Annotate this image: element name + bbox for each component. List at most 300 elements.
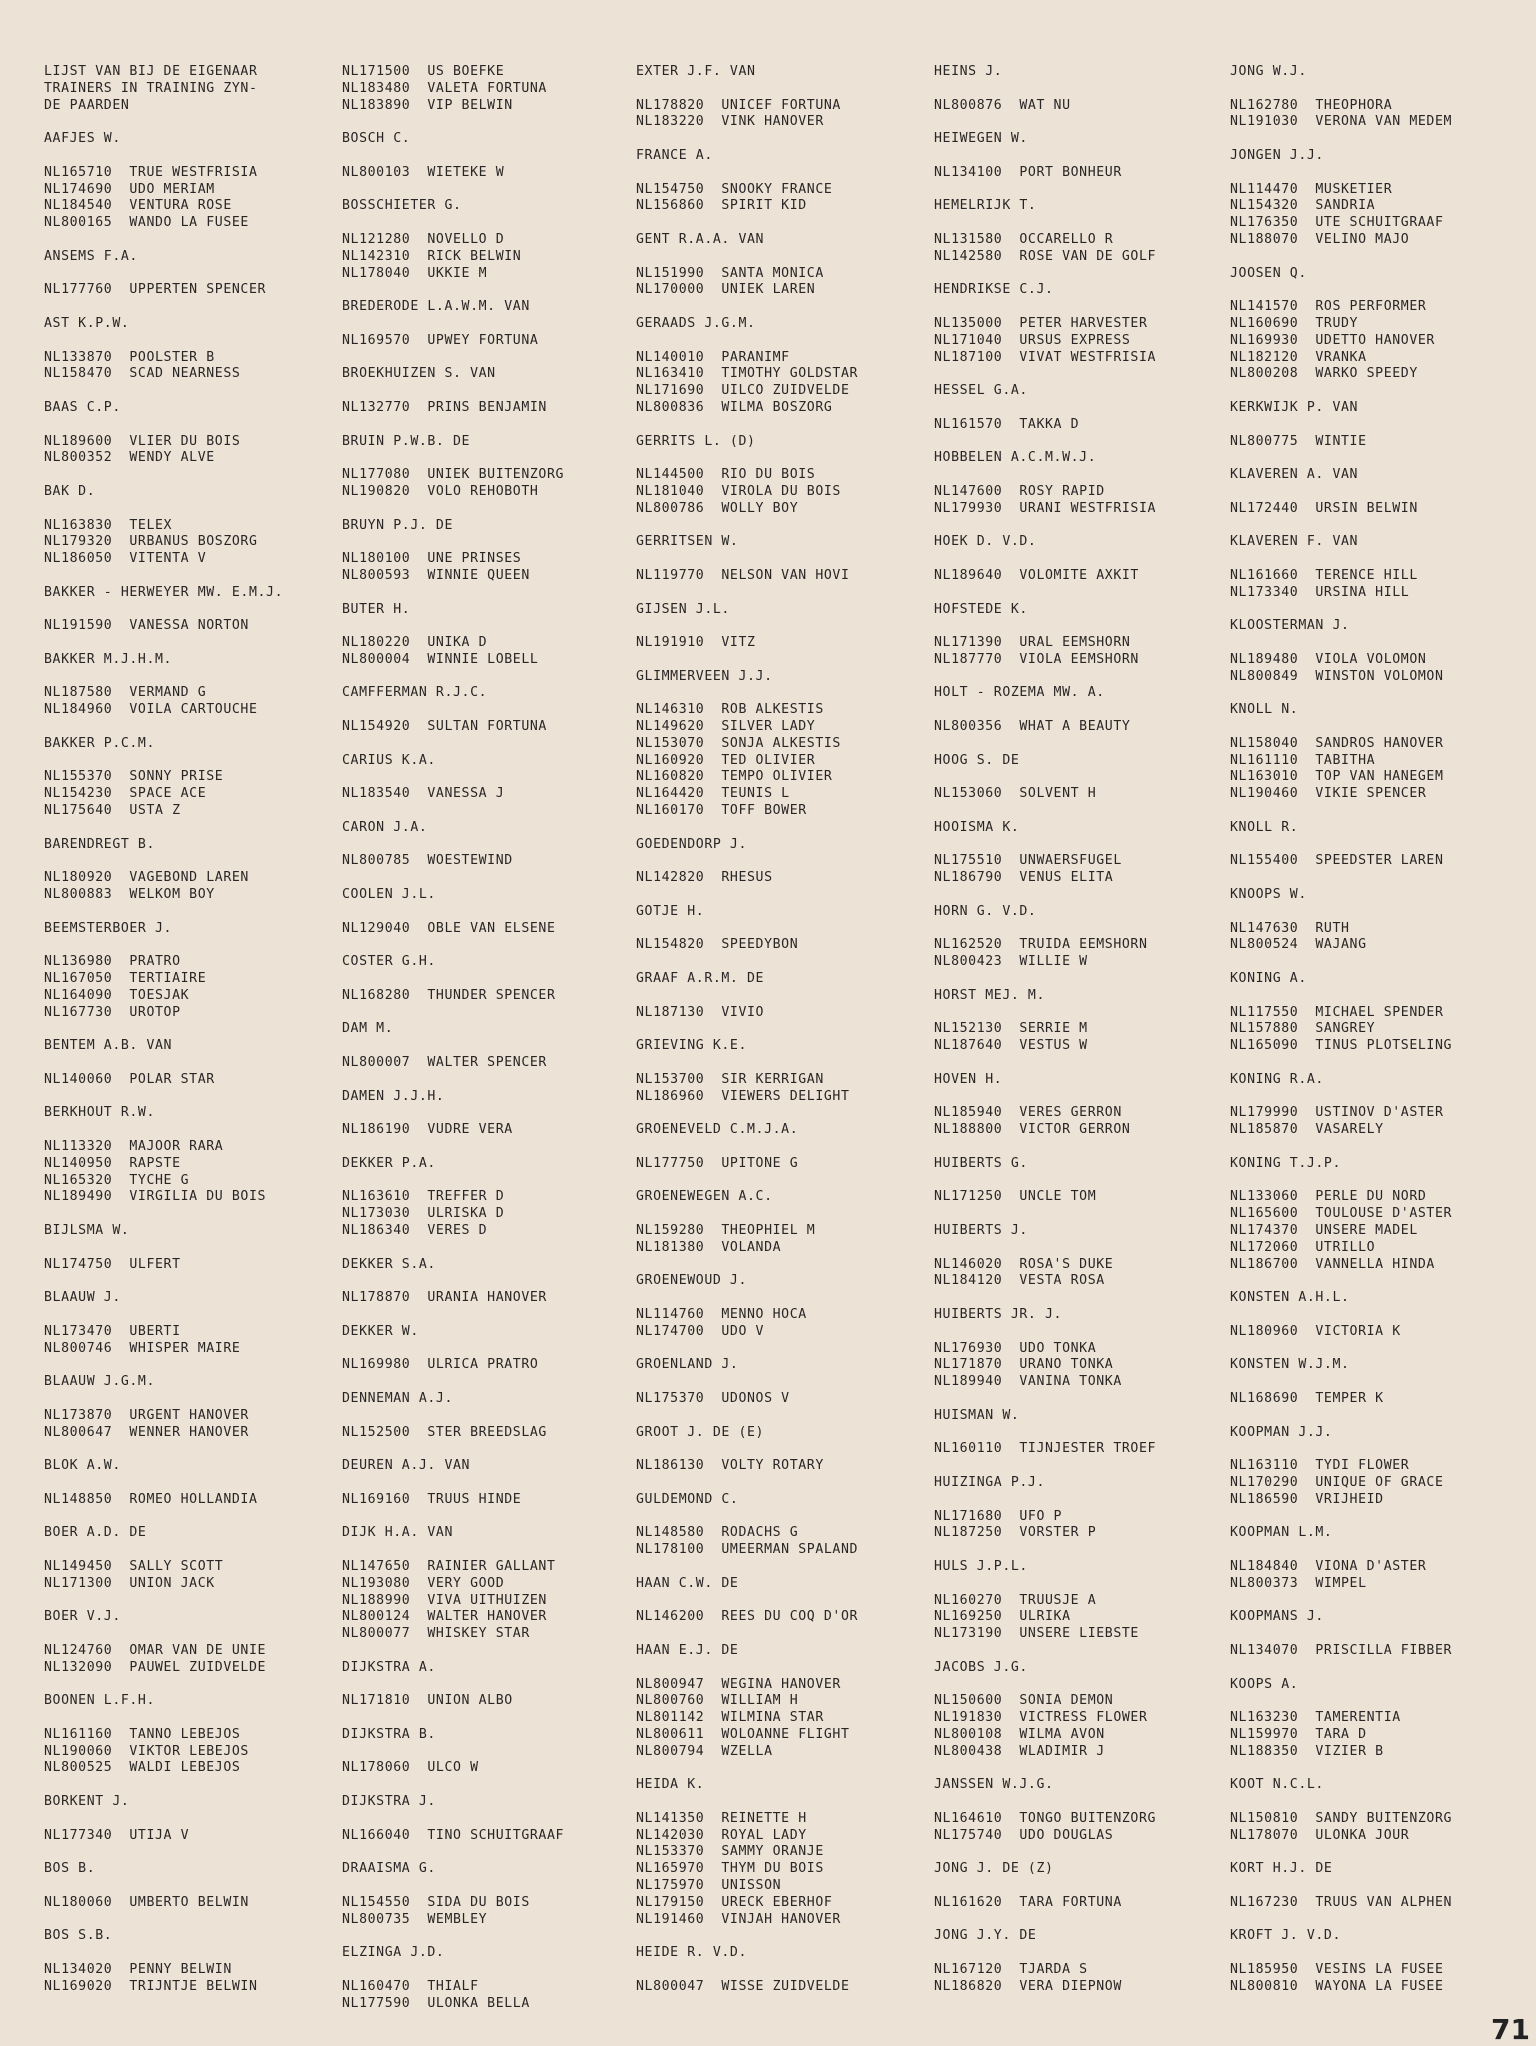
spacer: [636, 1794, 928, 1811]
text-line: AST K.P.W.: [44, 315, 130, 331]
horse-entry: NL161660 TERENCE HILL: [1230, 567, 1418, 583]
spacer: [636, 1055, 928, 1072]
horse-entry: NL154920 SULTAN FORTUNA: [342, 719, 547, 735]
horse-entry: NL171810 UNION ALBO: [342, 1693, 513, 1709]
horse-entry: NL159970 TARA D: [1230, 1726, 1367, 1742]
spacer: [342, 1105, 634, 1122]
horse-entry: NL800077 WHISKEY STAR: [342, 1626, 530, 1642]
spacer: [934, 837, 1226, 854]
text-line: BRUYN P.J. DE: [342, 517, 454, 533]
spacer: [44, 719, 336, 736]
horse-entry: NL159280 THEOPHIEL M: [636, 1222, 816, 1238]
text-line: CARIUS K.A.: [342, 752, 436, 768]
spacer: [934, 434, 1226, 451]
text-line: HORST MEJ. M.: [934, 987, 1046, 1003]
text-line: HEMELRIJK T.: [934, 198, 1037, 214]
spacer: [1230, 1139, 1522, 1156]
spacer: [1230, 1760, 1522, 1777]
horse-entry: NL147630 RUTH: [1230, 920, 1350, 936]
spacer: [44, 904, 336, 921]
spacer: [1230, 904, 1522, 921]
spacer: [636, 165, 928, 182]
horse-entry: NL163830 TELEX: [44, 517, 173, 533]
text-line: GERRITSEN W.: [636, 534, 739, 550]
spacer: [636, 1206, 928, 1223]
spacer: [44, 1945, 336, 1962]
text-line: COSTER G.H.: [342, 954, 436, 970]
horse-entry: NL800124 WALTER HANOVER: [342, 1609, 547, 1625]
text-line: GLIMMERVEEN J.J.: [636, 668, 773, 684]
spacer: [636, 887, 928, 904]
text-line: HEIDE R. V.D.: [636, 1945, 748, 1961]
spacer: [636, 1962, 928, 1979]
horse-entry: NL800810 WAYONA LA FUSEE: [1230, 1978, 1444, 1994]
horse-entry: NL178100 UMEERMAN SPALAND: [636, 1542, 859, 1558]
spacer: [636, 1475, 928, 1492]
horse-entry: NL800103 WIETEKE W: [342, 164, 505, 180]
spacer: [342, 316, 634, 333]
horse-entry: NL175370 UDONOS V: [636, 1390, 790, 1406]
text-line: DEUREN A.J. VAN: [342, 1458, 471, 1474]
spacer: [1230, 1441, 1522, 1458]
horse-entry: NL800356 WHAT A BEAUTY: [934, 719, 1131, 735]
text-line: HAAN E.J. DE: [636, 1642, 739, 1658]
text-line: KERKWIJK P. VAN: [1230, 399, 1359, 415]
text-line: GROENEWEGEN A.C.: [636, 1189, 773, 1205]
spacer: [636, 1928, 928, 1945]
spacer: [44, 1777, 336, 1794]
text-line: GENT R.A.A. VAN: [636, 231, 765, 247]
spacer: [636, 954, 928, 971]
spacer: [44, 333, 336, 350]
spacer: [1230, 249, 1522, 266]
horse-entry: NL171690 UILCO ZUIDVELDE: [636, 383, 850, 399]
text-line: ANSEMS F.A.: [44, 248, 138, 264]
spacer: [636, 853, 928, 870]
text-line: HUIBERTS G.: [934, 1155, 1028, 1171]
text-line: BUTER H.: [342, 601, 411, 617]
spacer: [44, 1593, 336, 1610]
spacer: [44, 1441, 336, 1458]
spacer: [1230, 1089, 1522, 1106]
spacer: [44, 232, 336, 249]
spacer: [1230, 635, 1522, 652]
text-line: JONG J. DE (Z): [934, 1861, 1054, 1877]
spacer: [934, 467, 1226, 484]
spacer: [636, 417, 928, 434]
spacer: [44, 299, 336, 316]
spacer: [342, 870, 634, 887]
text-line: HOOISMA K.: [934, 819, 1020, 835]
horse-entry: NL176350 UTE SCHUITGRAAF: [1230, 215, 1444, 231]
spacer: [636, 1341, 928, 1358]
spacer: [342, 1273, 634, 1290]
horse-entry: NL165970 THYM DU BOIS: [636, 1861, 824, 1877]
spacer: [934, 921, 1226, 938]
horse-entry: NL168280 THUNDER SPENCER: [342, 987, 556, 1003]
text-line: DRAAISMA G.: [342, 1861, 436, 1877]
text-line: KONING R.A.: [1230, 1071, 1324, 1087]
text-line: KOOPMAN L.M.: [1230, 1525, 1333, 1541]
spacer: [934, 1878, 1226, 1895]
spacer: [934, 736, 1226, 753]
text-line: BENTEM A.B. VAN: [44, 1038, 173, 1054]
spacer: [1230, 1509, 1522, 1526]
spacer: [1230, 282, 1522, 299]
horse-entry: NL149620 SILVER LADY: [636, 719, 816, 735]
spacer: [342, 1710, 634, 1727]
horse-entry: NL175510 UNWAERSFUGEL: [934, 853, 1122, 869]
spacer: [44, 1475, 336, 1492]
horse-entry: NL140950 RAPSTE: [44, 1155, 181, 1171]
horse-entry: NL171680 UFO P: [934, 1508, 1063, 1524]
horse-entry: NL154320 SANDRIA: [1230, 198, 1376, 214]
horse-entry: NL186790 VENUS ELITA: [934, 870, 1114, 886]
spacer: [636, 618, 928, 635]
horse-entry: NL191460 VINJAH HANOVER: [636, 1911, 841, 1927]
spacer: [342, 904, 634, 921]
text-line: KONING A.: [1230, 971, 1307, 987]
column-2: [342, 64, 634, 2012]
spacer: [1230, 988, 1522, 1005]
horse-entry: NL182120 VRANKA: [1230, 349, 1367, 365]
spacer: [636, 1441, 928, 1458]
text-line: HOEK D. V.D.: [934, 534, 1037, 550]
horse-entry: NL154820 SPEEDYBON: [636, 937, 799, 953]
horse-entry: NL181040 VIROLA DU BOIS: [636, 483, 841, 499]
spacer: [342, 702, 634, 719]
spacer: [636, 215, 928, 232]
spacer: [342, 450, 634, 467]
spacer: [636, 1257, 928, 1274]
horse-entry: NL161620 TARA FORTUNA: [934, 1894, 1122, 1910]
spacer: [342, 1240, 634, 1257]
text-line: KNOLL R.: [1230, 819, 1299, 835]
text-line: COOLEN J.L.: [342, 887, 436, 903]
horse-entry: NL121280 NOVELLO D: [342, 231, 505, 247]
horse-entry: NL177590 ULONKA BELLA: [342, 1995, 530, 2011]
horse-entry: NL191030 VERONA VAN MEDEM: [1230, 114, 1453, 130]
spacer: [1230, 383, 1522, 400]
spacer: [44, 1089, 336, 1106]
spacer: [44, 1710, 336, 1727]
spacer: [342, 937, 634, 954]
spacer: [342, 669, 634, 686]
spacer: [636, 1374, 928, 1391]
text-line: JACOBS J.G.: [934, 1659, 1028, 1675]
horse-entry: NL174700 UDO V: [636, 1323, 765, 1339]
spacer: [636, 1173, 928, 1190]
horse-entry: NL801142 WILMINA STAR: [636, 1710, 824, 1726]
horse-entry: NL177080 UNIEK BUITENZORG: [342, 467, 565, 483]
spacer: [342, 1441, 634, 1458]
text-line: HULS J.P.L.: [934, 1558, 1028, 1574]
horse-entry: NL184840 VIONA D'ASTER: [1230, 1558, 1427, 1574]
spacer: [934, 1945, 1226, 1962]
text-line: DENNEMAN A.J.: [342, 1390, 454, 1406]
horse-entry: NL183220 VINK HANOVER: [636, 114, 824, 130]
horse-entry: NL181380 VOLANDA: [636, 1239, 782, 1255]
spacer: [44, 937, 336, 954]
spacer: [934, 366, 1226, 383]
horse-entry: NL160470 THIALF: [342, 1978, 479, 1994]
horse-entry: NL132770 PRINS BENJAMIN: [342, 399, 547, 415]
horse-entry: NL183480 VALETA FORTUNA: [342, 80, 547, 96]
horse-entry: NL185940 VERES GERRON: [934, 1105, 1122, 1121]
text-line: BREDERODE L.A.W.M. VAN: [342, 299, 530, 315]
horse-entry: NL172060 UTRILLO: [1230, 1239, 1376, 1255]
horse-entry: NL158040 SANDROS HANOVER: [1230, 735, 1444, 751]
spacer: [636, 551, 928, 568]
text-line: KLAVEREN F. VAN: [1230, 534, 1359, 550]
horse-entry: NL180060 UMBERTO BELWIN: [44, 1894, 249, 1910]
horse-entry: NL141350 REINETTE H: [636, 1810, 807, 1826]
spacer: [1230, 518, 1522, 535]
horse-entry: NL187130 VIVIO: [636, 1004, 765, 1020]
horse-entry: NL148580 RODACHS G: [636, 1525, 799, 1541]
horse-entry: NL179150 URECK EBERHOF: [636, 1894, 833, 1910]
horse-entry: NL178070 ULONKA JOUR: [1230, 1827, 1410, 1843]
horse-entry: NL172440 URSIN BELWIN: [1230, 500, 1418, 516]
horse-entry: NL800735 WEMBLEY: [342, 1911, 488, 1927]
spacer: [636, 585, 928, 602]
spacer: [1230, 1945, 1522, 1962]
horse-entry: NL180920 VAGEBOND LAREN: [44, 870, 249, 886]
text-line: GULDEMOND C.: [636, 1491, 739, 1507]
text-line: HORN G. V.D.: [934, 903, 1037, 919]
text-line: BRUIN P.W.B. DE: [342, 433, 471, 449]
horse-entry: NL164610 TONGO BUITENZORG: [934, 1810, 1157, 1826]
text-line: BAK D.: [44, 483, 96, 499]
text-line: BEEMSTERBOER J.: [44, 920, 173, 936]
spacer: [342, 769, 634, 786]
spacer: [934, 400, 1226, 417]
horse-entry: NL800611 WOLOANNE FLIGHT: [636, 1726, 850, 1742]
spacer: [342, 1475, 634, 1492]
spacer: [636, 1021, 928, 1038]
horse-entry: NL191910 VITZ: [636, 635, 756, 651]
text-line: CARON J.A.: [342, 819, 428, 835]
horse-entry: NL180220 UNIKA D: [342, 635, 488, 651]
spacer: [342, 1307, 634, 1324]
spacer: [342, 803, 634, 820]
horse-entry: NL163230 TAMERENTIA: [1230, 1710, 1401, 1726]
column-4: [934, 64, 1226, 1996]
horse-entry: NL173870 URGENT HANOVER: [44, 1407, 249, 1423]
spacer: [636, 652, 928, 669]
text-line: KLAVEREN A. VAN: [1230, 467, 1359, 483]
spacer: [342, 736, 634, 753]
spacer: [934, 1391, 1226, 1408]
spacer: [934, 1139, 1226, 1156]
text-line: BOS B.: [44, 1861, 96, 1877]
horse-entry: NL800004 WINNIE LOBELL: [342, 651, 539, 667]
horse-entry: NL800785 WOESTEWIND: [342, 853, 513, 869]
horse-entry: NL188990 VIVA UITHUIZEN: [342, 1592, 547, 1608]
horse-entry: NL189480 VIOLA VOLOMON: [1230, 651, 1427, 667]
spacer: [1230, 1794, 1522, 1811]
spacer: [1230, 1273, 1522, 1290]
horse-entry: NL180100 UNE PRINSES: [342, 551, 522, 567]
column-5: [1230, 64, 1522, 1996]
horse-entry: NL800165 WANDO LA FUSEE: [44, 215, 249, 231]
text-line: GOTJE H.: [636, 903, 705, 919]
horse-entry: NL173190 UNSERE LIEBSTE: [934, 1626, 1139, 1642]
horse-entry: NL189490 VIRGILIA DU BOIS: [44, 1189, 267, 1205]
spacer: [342, 1341, 634, 1358]
text-line: DIJKSTRA B.: [342, 1726, 436, 1742]
horse-entry: NL156860 SPIRIT KID: [636, 198, 807, 214]
text-line: HENDRIKSE C.J.: [934, 282, 1054, 298]
spacer: [44, 417, 336, 434]
horse-entry: NL800524 WAJANG: [1230, 937, 1367, 953]
text-line: DEKKER S.A.: [342, 1256, 436, 1272]
horse-entry: NL152130 SERRIE M: [934, 1021, 1088, 1037]
horse-entry: NL185950 VESINS LA FUSEE: [1230, 1962, 1444, 1978]
text-line: HEIDA K.: [636, 1777, 705, 1793]
spacer: [1230, 551, 1522, 568]
horse-entry: NL134070 PRISCILLA FIBBER: [1230, 1642, 1453, 1658]
text-line: ELZINGA J.D.: [342, 1945, 445, 1961]
horse-entry: NL153370 SAMMY ORANJE: [636, 1844, 824, 1860]
horse-entry: NL800760 WILLIAM H: [636, 1693, 799, 1709]
text-line: JONG J.Y. DE: [934, 1928, 1037, 1944]
spacer: [1230, 131, 1522, 148]
spacer: [342, 1038, 634, 1055]
text-line: GIJSEN J.L.: [636, 601, 730, 617]
horse-entry: NL155370 SONNY PRISE: [44, 769, 224, 785]
horse-entry: NL175640 USTA Z: [44, 803, 181, 819]
text-line: HOBBELEN A.C.M.W.J.: [934, 450, 1097, 466]
horse-entry: NL163110 TYDI FLOWER: [1230, 1458, 1410, 1474]
horse-entry: NL133060 PERLE DU NORD: [1230, 1189, 1427, 1205]
spacer: [342, 501, 634, 518]
spacer: [934, 1760, 1226, 1777]
horse-entry: NL186050 VITENTA V: [44, 551, 207, 567]
text-line: HOFSTEDE K.: [934, 601, 1028, 617]
horse-entry: NL186340 VERES D: [342, 1222, 488, 1238]
horse-entry: NL163410 TIMOTHY GOLDSTAR: [636, 366, 859, 382]
horse-entry: NL190460 VIKIE SPENCER: [1230, 786, 1427, 802]
horse-entry: NL136980 PRATRO: [44, 954, 181, 970]
horse-entry: NL146310 ROB ALKESTIS: [636, 702, 824, 718]
spacer: [934, 1844, 1226, 1861]
text-line: BOSSCHIETER G.: [342, 198, 462, 214]
horse-entry: NL142820 RHESUS: [636, 870, 773, 886]
horse-entry: NL187580 VERMAND G: [44, 685, 207, 701]
horse-entry: NL189940 VANINA TONKA: [934, 1374, 1122, 1390]
horse-entry: NL162780 THEOPHORA: [1230, 97, 1393, 113]
spacer: [1230, 1173, 1522, 1190]
horse-entry: NL161570 TAKKA D: [934, 416, 1080, 432]
horse-entry: NL178040 UKKIE M: [342, 265, 488, 281]
horse-entry: NL800525 WALDI LEBEJOS: [44, 1760, 241, 1776]
spacer: [1230, 484, 1522, 501]
text-line: KONSTEN W.J.M.: [1230, 1357, 1350, 1373]
horse-entry: NL186700 VANNELLA HINDA: [1230, 1256, 1435, 1272]
horse-entry: NL163010 TOP VAN HANEGEM: [1230, 769, 1444, 785]
spacer: [44, 1509, 336, 1526]
spacer: [1230, 1626, 1522, 1643]
horse-entry: NL180960 VICTORIA K: [1230, 1323, 1401, 1339]
horse-entry: NL168690 TEMPER K: [1230, 1390, 1384, 1406]
text-line: BERKHOUT R.W.: [44, 1105, 156, 1121]
spacer: [342, 1408, 634, 1425]
text-line: JONGEN J.J.: [1230, 147, 1324, 163]
spacer: [934, 702, 1226, 719]
horse-entry: NL141570 ROS PERFORMER: [1230, 299, 1427, 315]
horse-entry: NL162520 TRUIDA EEMSHORN: [934, 937, 1148, 953]
horse-entry: NL173030 ULRISKA D: [342, 1206, 505, 1222]
text-line: BORKENT J.: [44, 1794, 130, 1810]
spacer: [44, 820, 336, 837]
spacer: [636, 81, 928, 98]
spacer: [44, 1542, 336, 1559]
horse-entry: NL113320 MAJOOR RARA: [44, 1139, 224, 1154]
horse-entry: NL160110 TIJNJESTER TROEF: [934, 1441, 1157, 1457]
horse-entry: NL146200 REES DU COQ D'OR: [636, 1609, 859, 1625]
text-line: BIJLSMA W.: [44, 1222, 130, 1238]
spacer: [1230, 81, 1522, 98]
text-line: BROEKHUIZEN S. VAN: [342, 366, 496, 382]
text-line: GROENLAND J.: [636, 1357, 739, 1373]
spacer: [44, 1357, 336, 1374]
horse-entry: NL160690 TRUDY: [1230, 315, 1359, 331]
column-3: [636, 64, 928, 1996]
spacer: [44, 1206, 336, 1223]
horse-entry: NL800593 WINNIE QUEEN: [342, 567, 530, 583]
text-line: HAAN C.W. DE: [636, 1575, 739, 1591]
spacer: [636, 518, 928, 535]
text-line: GERRITS L. (D): [636, 433, 756, 449]
horse-entry: NL800647 WENNER HANOVER: [44, 1424, 249, 1440]
text-line: GROENEVELD C.M.J.A.: [636, 1122, 799, 1138]
spacer: [636, 1509, 928, 1526]
spacer: [934, 215, 1226, 232]
spacer: [1230, 1844, 1522, 1861]
horse-entry: NL173470 UBERTI: [44, 1323, 181, 1339]
text-line: JONG W.J.: [1230, 64, 1307, 79]
horse-entry: NL800438 WLADIMIR J: [934, 1743, 1105, 1759]
horse-entry: NL800746 WHISPER MAIRE: [44, 1340, 241, 1356]
horse-entry: NL167120 TJARDA S: [934, 1962, 1088, 1978]
spacer: [342, 1173, 634, 1190]
horse-entry: NL154550 SIDA DU BOIS: [342, 1894, 530, 1910]
spacer: [44, 1240, 336, 1257]
horse-entry: NL160820 TEMPO OLIVIER: [636, 769, 833, 785]
text-line: JANSSEN W.J.G.: [934, 1777, 1054, 1793]
horse-entry: NL142030 ROYAL LADY: [636, 1827, 807, 1843]
horse-entry: NL169160 TRUUS HINDE: [342, 1491, 522, 1507]
horse-entry: NL142310 RICK BELWIN: [342, 248, 522, 264]
text-line: BOSCH C.: [342, 131, 411, 147]
spacer: [1230, 1374, 1522, 1391]
text-line: KLOOSTERMAN J.: [1230, 618, 1350, 634]
horse-entry: NL800836 WILMA BOSZORG: [636, 399, 833, 415]
text-line: AAFJES W.: [44, 131, 121, 147]
horse-entry: NL152500 STER BREEDSLAG: [342, 1424, 547, 1440]
horse-entry: NL146020 ROSA'S DUKE: [934, 1256, 1114, 1272]
horse-entry: NL144500 RIO DU BOIS: [636, 467, 816, 483]
text-line: KNOOPS W.: [1230, 887, 1307, 903]
spacer: [934, 1677, 1226, 1694]
text-line: DIJKSTRA J.: [342, 1794, 436, 1810]
horse-entry: NL161160 TANNO LEBEJOS: [44, 1726, 241, 1742]
horse-entry: NL175970 UNISSON: [636, 1878, 782, 1894]
spacer: [934, 1206, 1226, 1223]
horse-entry: NL177760 UPPERTEN SPENCER: [44, 282, 267, 298]
spacer: [44, 1273, 336, 1290]
